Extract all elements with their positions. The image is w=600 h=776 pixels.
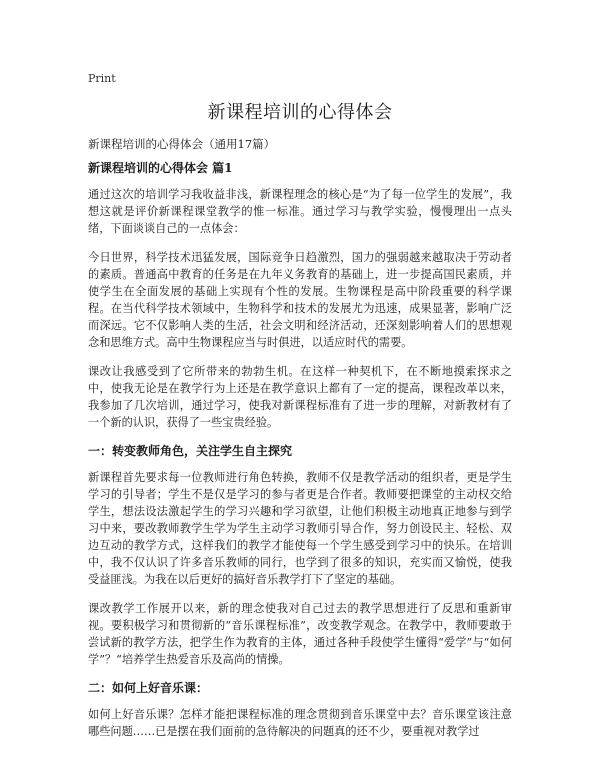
print-link[interactable]: Print: [88, 72, 116, 85]
page-title: 新课程培训的心得体会: [207, 102, 393, 123]
paragraph: 如何上好音乐课？怎样才能把课程标准的理念贯彻到音乐课堂中去？音乐课堂该注意哪些问题……已是摆在我们面前的急待解决的问题真的还不少，要重视对教学过: [88, 708, 512, 738]
paragraph: 课改让我感受到了它所带来的勃勃生机。在这样一种契机下，在不断地摸索探求之中，使我无论是在教学行为上还是在教学意识上都有了一定的提高，课程改革以来，我参加了几次培训，通过学习，使我对新课程标准有了进一步的理解，对新教材有了一个新的认识，获得了一些宝贵经验。: [88, 365, 512, 429]
paragraph: 今日世界，科学技术迅猛发展，国际竞争日趋激烈，国力的强弱越来越取决于劳动者的素质。普通高中教育的任务是在九年义务教育的基础上，进一步提高国民素质，并使学生在全面发展的基础上实现有个性的发展。生物课程是高中阶段重要的科学课程。在当代科学技术领域中，生物科学和技术的发展尤为迅速，成果显著，影响广泛而深远。它不仅影响人类的生活，社会文明和经济活动，还深刻影响着人们的思想观念和思维方式。高中生物课程应当与时俱进，以适应时代的需要。: [88, 251, 512, 349]
subheading-music-class: 二：如何上好音乐课：: [88, 681, 209, 695]
subheading-role-change: 一：转变教师角色，关注学生自主探究: [88, 444, 293, 458]
paragraph: 通过这次的培训学习我收益非浅，新课程理念的核心是“为了每一位学生的发展”，我想这就是评价新课程课堂教学的惟一标准。通过学习与教学实验，慢慢理出一点头绪，下面谈谈自己的一点体会：: [88, 188, 512, 235]
document-body: [88, 160, 512, 752]
paragraph: 课改教学工作展开以来，新的理念使我对自己过去的教学思想进行了反思和重新审视。要积极学习和贯彻新的“音乐课程标准”，改变教学观念。在教学中，教师要敢于尝试新的教学方法，把学生作为教育的主体，通过各种手段使学生懂得“爱学”与“如何学”？“培养学生热爱音乐及高尚的情操。: [88, 602, 512, 666]
document-subtitle: 新课程培训的心得体会（通用17篇）: [88, 137, 276, 151]
section-heading: 新课程培训的心得体会 篇1: [88, 161, 233, 175]
paragraph: 新课程首先要求每一位教师进行角色转换，教师不仅是教学活动的组织者，更是学生学习的引导者；学生不是仅是学习的参与者更是合作者。教师要把课堂的主动权交给学生，想法设法激起学生的学习兴趣和学习欲望，让他们积极主动地真正地参与到学习中来，要改教师教学生学为学生主动学习教师引导合作，努力创设民主、轻松、双边互动的教学方式，这样我们的教学才能使每一个学生感受到学习中的快乐。在培训中，我不仅认识了许多音乐教师的同行，也学到了很多的知识，充实而又愉悦，使我受益匪浅。为我在以后更好的搞好音乐教学打下了坚定的基础。: [88, 471, 512, 586]
